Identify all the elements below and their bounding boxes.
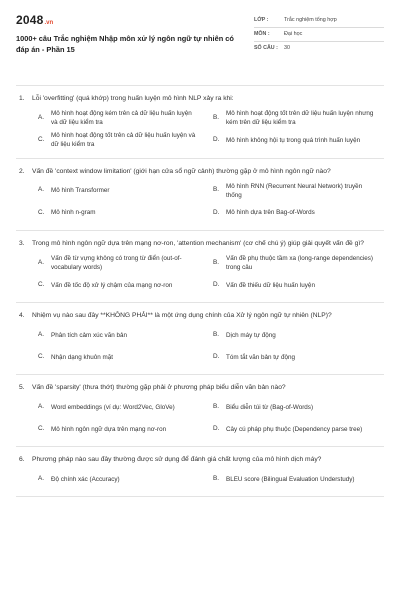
option-text: Vấn đề tốc độ xử lý chậm của mạng nơ-ron: [51, 281, 173, 289]
meta-row: [254, 28, 384, 42]
meta-label: MÔN :: [254, 30, 270, 37]
meta-value: 30: [284, 45, 290, 52]
logo-text: 2048: [16, 13, 44, 27]
answer-option[interactable]: [38, 107, 205, 129]
answer-option[interactable]: [213, 346, 380, 368]
option-text: Dịch máy tự động: [226, 331, 276, 339]
question-number: 4.: [19, 312, 25, 320]
option-text: Vấn đề từ vựng không có trong từ điển (out-of-vocabulary words): [51, 254, 182, 272]
quiz-meta-table: [254, 14, 384, 56]
answer-option[interactable]: [213, 252, 380, 274]
question-item: [16, 375, 384, 447]
option-letter: B.: [213, 186, 220, 194]
answer-options: [16, 396, 384, 440]
question-number: 2.: [19, 167, 25, 175]
option-letter: A.: [38, 330, 45, 338]
option-text: Mô hình hoạt động kém trên cả dữ liệu huấn luyện và dữ liệu kiểm tra: [51, 110, 192, 127]
meta-value: Đại học: [284, 30, 303, 37]
answer-options: [16, 324, 384, 368]
answer-option[interactable]: [38, 180, 205, 202]
answer-option[interactable]: [38, 252, 205, 274]
question-item: [16, 447, 384, 497]
option-letter: B.: [213, 330, 220, 338]
option-letter: B.: [213, 258, 220, 266]
option-text: Mô hình Transformer: [51, 187, 110, 195]
answer-option[interactable]: [38, 324, 205, 346]
question-stem: [16, 239, 384, 249]
question-number: 6.: [19, 456, 25, 464]
option-letter: A.: [38, 113, 45, 121]
question-number: 3.: [19, 239, 25, 247]
question-item: [16, 85, 384, 159]
question-text: Vấn đề 'context window limitation' (giới hạn cửa sổ ngữ cảnh) thường gặp ở mô hình ngôn ngữ nào?: [32, 167, 331, 175]
option-letter: C.: [38, 352, 45, 360]
option-text: Mô hình hoạt động tốt trên cả dữ liệu huấn luyện và dữ liệu kiểm tra: [51, 132, 196, 149]
option-text: Nhận dạng khuôn mặt: [51, 353, 113, 361]
option-text: Vấn đề thiếu dữ liệu huấn luyện: [226, 281, 315, 289]
answer-option[interactable]: [38, 346, 205, 368]
option-text: BLEU score (Bilingual Evaluation Understudy): [226, 475, 355, 483]
logo-domain: .vn: [44, 20, 54, 26]
answer-options: [16, 468, 384, 490]
answer-option[interactable]: [38, 418, 205, 440]
meta-label: SỐ CÂU :: [254, 45, 278, 52]
answer-option[interactable]: [38, 396, 205, 418]
option-text: Tóm tắt văn bản tự động: [226, 353, 295, 361]
option-text: Mô hình RNN (Recurrent Neural Network) truyền thống: [226, 182, 363, 199]
answer-option[interactable]: [38, 202, 205, 224]
option-text: Word embeddings (ví dụ: Word2Vec, GloVe): [51, 403, 175, 411]
meta-value: Trắc nghiệm tổng hợp: [284, 16, 337, 23]
option-text: Cây cú pháp phụ thuộc (Dependency parse tree): [226, 425, 363, 433]
option-letter: A.: [38, 186, 45, 194]
option-text: Phân tích cảm xúc văn bản: [51, 331, 127, 339]
answer-options: [16, 252, 384, 296]
question-text: Lỗi 'overfitting' (quá khớp) trong huấn luyện mô hình NLP xảy ra khi:: [32, 95, 234, 102]
brand-block: [16, 12, 244, 55]
option-letter: B.: [213, 402, 220, 410]
option-text: Vấn đề phụ thuộc tầm xa (long-range dependencies) trong câu: [226, 254, 374, 272]
option-text: Mô hình dựa trên Bag-of-Words: [226, 209, 315, 217]
answer-option[interactable]: [213, 396, 380, 418]
answer-options: [16, 180, 384, 224]
question-text: Nhiệm vụ nào sau đây **KHÔNG PHẢI** là một ứng dụng chính của Xử lý ngôn ngữ tự nhiên (NLP)?: [32, 312, 332, 320]
question-list: [16, 85, 384, 497]
answer-option[interactable]: [38, 274, 205, 296]
site-logo[interactable]: [16, 12, 244, 28]
answer-option[interactable]: [213, 274, 380, 296]
option-letter: D.: [213, 136, 220, 144]
option-letter: D.: [213, 208, 220, 216]
option-letter: B.: [213, 113, 220, 121]
question-text: Vấn đề 'sparsity' (thưa thớt) thường gặp phải ở phương pháp biểu diễn văn bản nào?: [32, 384, 286, 392]
answer-option[interactable]: [38, 129, 205, 151]
answer-option[interactable]: [213, 202, 380, 224]
question-item: [16, 231, 384, 303]
question-text: Phương pháp nào sau đây thường được sử dụng để đánh giá chất lượng của mô hình dịch máy?: [32, 456, 322, 464]
option-letter: A.: [38, 258, 45, 266]
option-text: Mô hình n-gram: [51, 209, 96, 217]
meta-row: [254, 42, 384, 56]
option-letter: A.: [38, 402, 45, 410]
option-letter: A.: [38, 474, 45, 482]
option-letter: D.: [213, 424, 220, 432]
option-letter: D.: [213, 352, 220, 360]
question-number: 5.: [19, 384, 25, 392]
answer-option[interactable]: [213, 129, 380, 151]
answer-option[interactable]: [213, 180, 380, 202]
answer-option[interactable]: [213, 107, 380, 129]
option-text: Biểu diễn túi từ (Bag-of-Words): [226, 403, 314, 411]
answer-options: [16, 107, 384, 152]
question-stem: [16, 167, 384, 177]
question-stem: [16, 383, 384, 393]
question-stem: [16, 311, 384, 321]
meta-row: [254, 14, 384, 28]
page-header: [16, 12, 384, 72]
answer-option[interactable]: [213, 468, 380, 490]
page-title: 1000+ câu Trắc nghiệm Nhập môn xử lý ngôn ngữ tự nhiên có đáp án - Phần 15: [16, 34, 234, 54]
option-letter: B.: [213, 474, 220, 482]
option-text: Độ chính xác (Accuracy): [51, 475, 120, 483]
question-stem: [16, 455, 384, 465]
option-text: Mô hình không hội tụ trong quá trình huấn luyện: [226, 136, 361, 144]
option-text: Mô hình ngôn ngữ dựa trên mạng nơ-ron: [51, 425, 167, 433]
option-letter: D.: [213, 280, 220, 288]
answer-option[interactable]: [213, 418, 380, 440]
question-number: 1.: [19, 95, 25, 102]
option-letter: C.: [38, 424, 45, 432]
meta-label: LỚP :: [254, 16, 269, 23]
question-stem: [16, 94, 384, 104]
option-letter: C.: [38, 136, 45, 144]
answer-option[interactable]: [38, 468, 205, 490]
question-text: Trong mô hình ngôn ngữ dựa trên mạng nơ-ron, 'attention mechanism' (cơ chế chú ý) giúp giải quyết vấn đề gì?: [32, 239, 364, 247]
option-letter: C.: [38, 208, 45, 216]
answer-option[interactable]: [213, 324, 380, 346]
option-text: Mô hình hoạt động tốt trên dữ liệu huấn luyện nhưng kém trên dữ liệu kiểm tra: [226, 110, 374, 127]
question-item: [16, 303, 384, 375]
option-letter: C.: [38, 280, 45, 288]
question-item: [16, 159, 384, 231]
